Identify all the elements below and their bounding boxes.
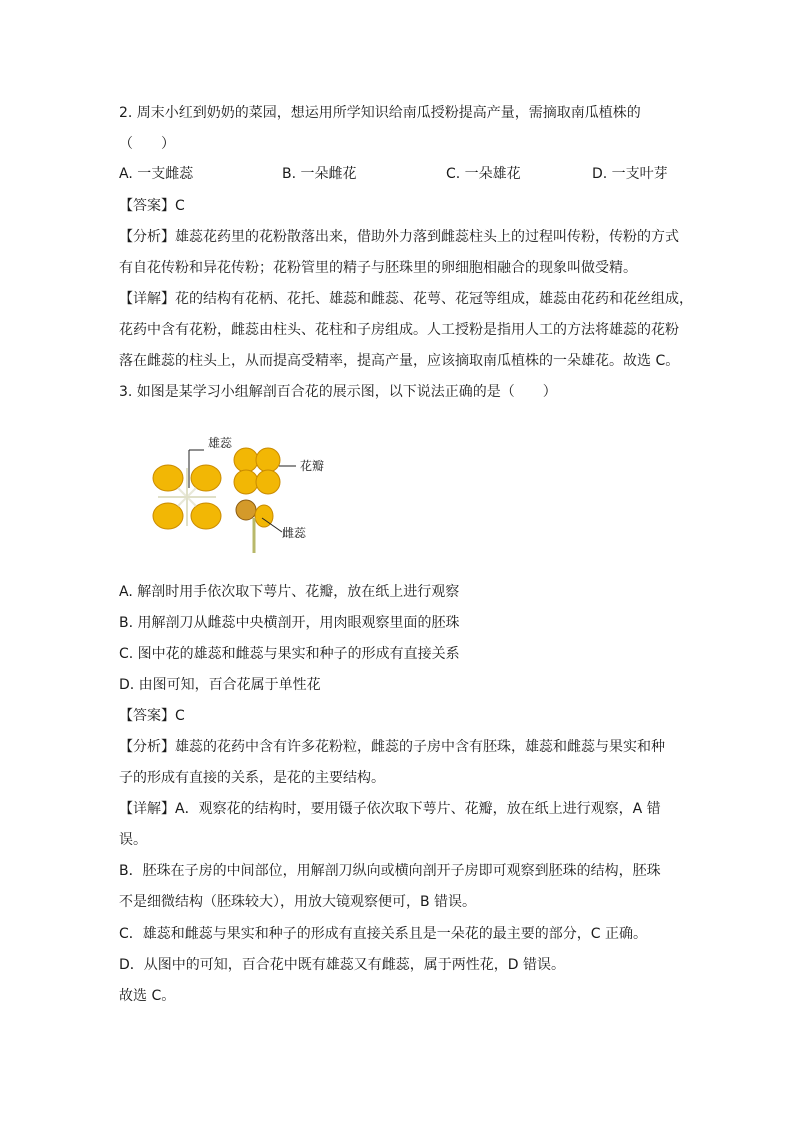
- q3-detail-line4: 不是细微结构（胚珠较大），用放大镜观察便可，B 错误。: [119, 894, 477, 910]
- q3-detail-line5: C．雄蕊和雌蕊与果实和种子的形成有直接关系且是一朵花的最主要的部分，C 正确。: [119, 926, 647, 942]
- q3-detail-line3: B．胚珠在子房的中间部位，用解剖刀纵向或横向剖开子房即可观察到胚珠的结构，胚珠: [119, 863, 661, 879]
- q2-stem-line2: （ ）: [119, 136, 175, 152]
- lily-dissection-figure: [146, 438, 346, 558]
- q3-detail-line2: 误。: [119, 832, 147, 848]
- q2-option-d: D. 一支叶芽: [592, 166, 668, 182]
- flower-illustration: [146, 438, 346, 558]
- q2-detail-line2: 花药中含有花粉，雌蕊由柱头、花柱和子房组成。人工授粉是指用人工的方法将雄蕊的花粉: [119, 322, 679, 338]
- q2-stem-line1: 2. 周末小红到奶奶的菜园，想运用所学知识给南瓜授粉提高产量，需摘取南瓜植株的: [119, 105, 641, 121]
- q3-stem: 3. 如图是某学习小组解剖百合花的展示图，以下说法正确的是（ ）: [119, 384, 557, 400]
- q2-option-c: C. 一朵雄花: [446, 166, 521, 182]
- q3-answer: 【答案】C: [119, 708, 185, 724]
- q3-analysis-line2: 子的形成有直接的关系，是花的主要结构。: [119, 770, 385, 786]
- q2-detail-line1: 【详解】花的结构有花柄、花托、雄蕊和雌蕊、花萼、花冠等组成，雄蕊由花药和花丝组成，: [119, 291, 693, 307]
- q2-analysis-line2: 有自花传粉和异花传粉；花粉管里的精子与胚珠里的卵细胞相融合的现象叫做受精。: [119, 260, 637, 276]
- label-petal: 花瓣: [300, 459, 325, 473]
- q3-option-a: A. 解剖时用手依次取下萼片、花瓣，放在纸上进行观察: [119, 584, 460, 600]
- q3-option-c: C. 图中花的雄蕊和雌蕊与果实和种子的形成有直接关系: [119, 646, 460, 662]
- q2-option-a: A. 一支雌蕊: [119, 166, 194, 182]
- q3-analysis-line1: 【分析】雄蕊的花药中含有许多花粉粒，雌蕊的子房中含有胚珠，雄蕊和雌蕊与果实和种: [119, 739, 665, 755]
- q3-conclusion: 故选 C。: [119, 988, 176, 1004]
- q2-analysis-line1: 【分析】雄蕊花药里的花粉散落出来，借助外力落到雌蕊柱头上的过程叫传粉，传粉的方式: [119, 229, 679, 245]
- pistil-part: [236, 500, 273, 553]
- label-stamen: 雄蕊: [208, 436, 233, 450]
- q2-answer: 【答案】C: [119, 198, 185, 214]
- q3-detail-line1: 【详解】A．观察花的结构时，要用镊子依次取下萼片、花瓣，放在纸上进行观察，A 错: [119, 801, 661, 817]
- q3-detail-line6: D．从图中的可知，百合花中既有雄蕊又有雌蕊，属于两性花，D 错误。: [119, 957, 566, 973]
- petals-right: [234, 448, 280, 494]
- q2-option-b: B. 一朵雌花: [282, 166, 357, 182]
- q3-option-b: B. 用解剖刀从雌蕊中央横剖开，用肉眼观察里面的胚珠: [119, 615, 460, 631]
- q2-detail-line3: 落在雌蕊的柱头上，从而提高受精率，提高产量，应该摘取南瓜植株的一朵雄花。故选 C。: [119, 353, 680, 369]
- label-pistil: 雌蕊: [282, 526, 307, 540]
- dissected-flower-left: [153, 465, 221, 529]
- q3-option-d: D. 由图可知，百合花属于单性花: [119, 677, 321, 693]
